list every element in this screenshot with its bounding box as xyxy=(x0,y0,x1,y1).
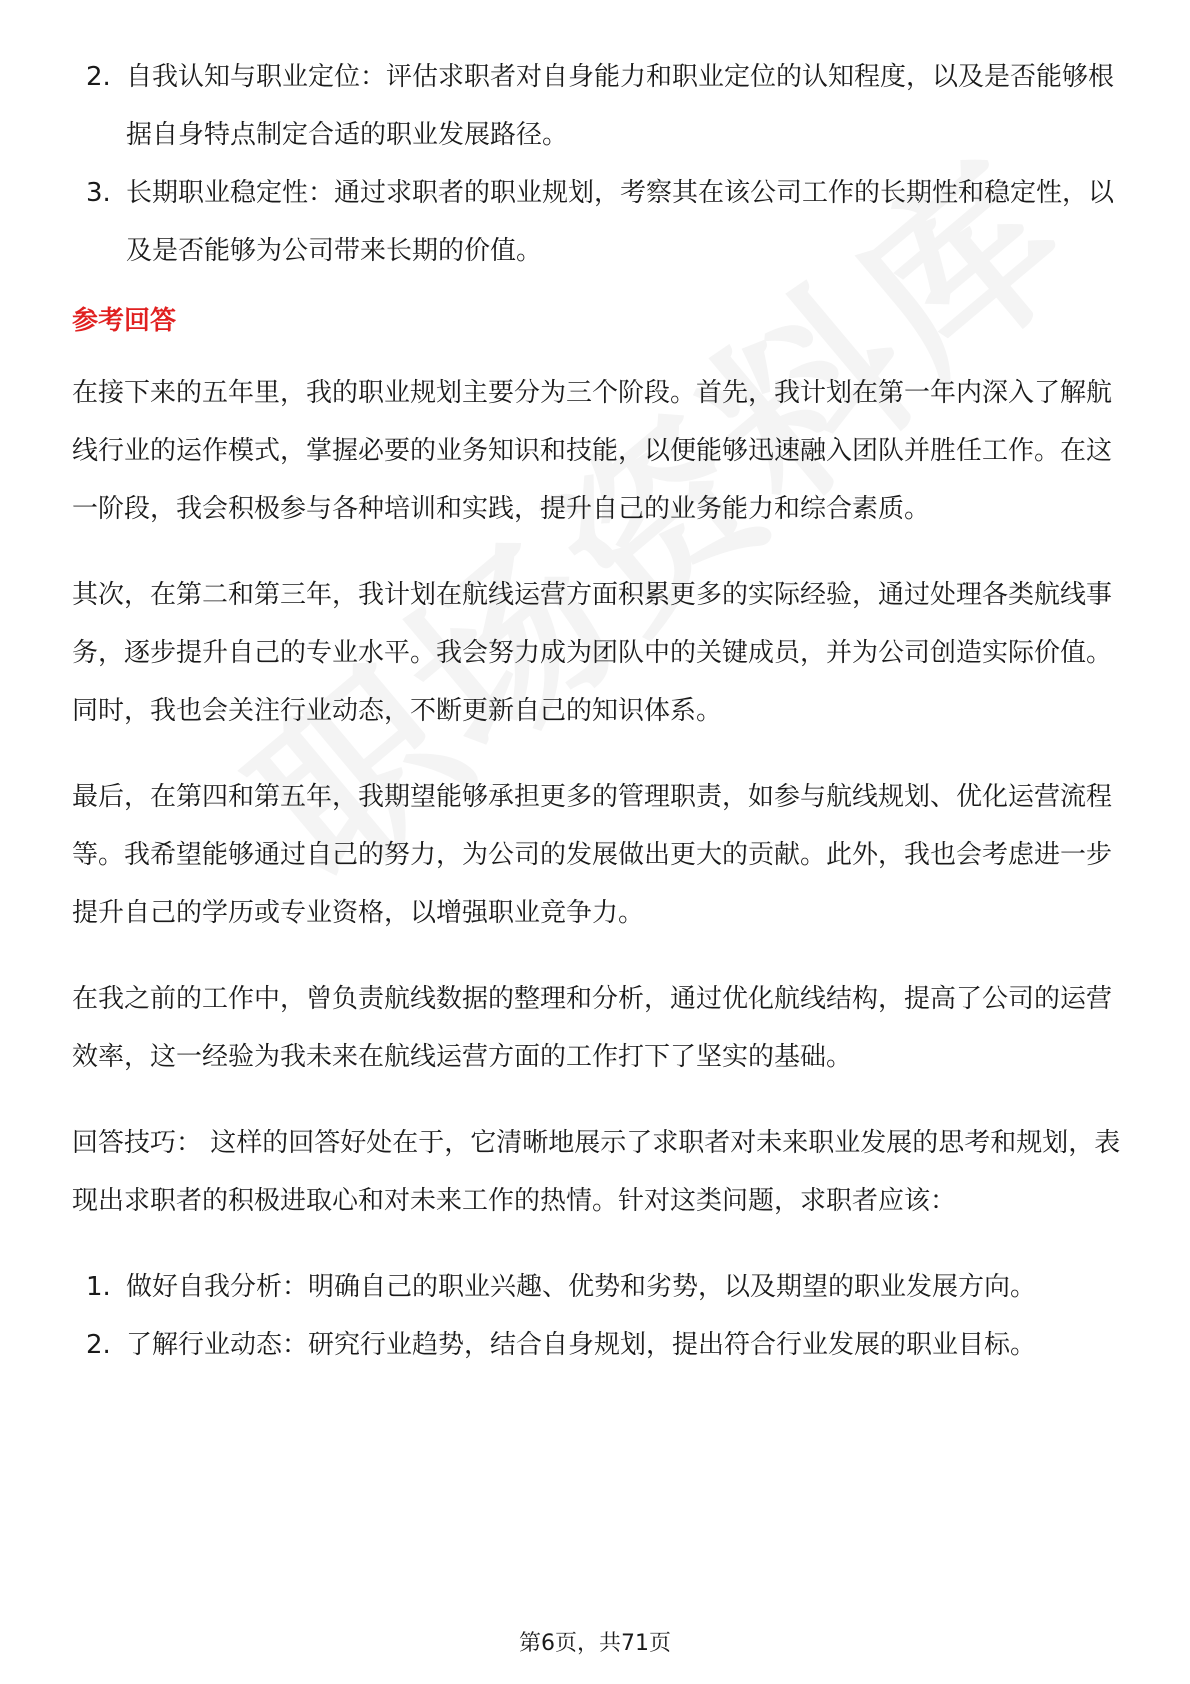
list-item xyxy=(72,1316,1122,1374)
paragraph: 在我之前的工作中，曾负责航线数据的整理和分析，通过优化航线结构，提高了公司的运营效率，这一经验为我未来在航线运营方面的工作打下了坚实的基础。 xyxy=(72,984,1113,1072)
list-item-number: 2. xyxy=(86,62,111,92)
list-item-text: 自我认知与职业定位：评估求职者对自身能力和职业定位的认知程度，以及是否能够根据自身特点制定合适的职业发展路径。 xyxy=(126,62,1115,150)
list-item-text: 了解行业动态：研究行业趋势，结合自身规划，提出符合行业发展的职业目标。 xyxy=(126,1330,1037,1360)
tips-paragraph: 回答技巧： 这样的回答好处在于，它清晰地展示了求职者对未来职业发展的思考和规划，表现出求职者的积极进取心和对未来工作的热情。针对这类问题，求职者应该： xyxy=(72,1128,1121,1216)
list-item xyxy=(72,164,1122,280)
list-item-number: 3. xyxy=(86,178,111,208)
list-item-number: 1. xyxy=(86,1272,111,1302)
page-footer: 第6页，共71页 xyxy=(519,1631,671,1656)
paragraph: 最后，在第四和第五年，我期望能够承担更多的管理职责，如参与航线规划、优化运营流程等。我希望能够通过自己的努力，为公司的发展做出更大的贡献。此外，我也会考虑进一步提升自己的学历或专业资格，以增强职业竞争力。 xyxy=(72,782,1113,928)
section-heading: 参考回答 xyxy=(72,306,177,336)
criteria-list xyxy=(72,48,1122,280)
list-item-text: 长期职业稳定性：通过求职者的职业规划，考察其在该公司工作的长期性和稳定性，以及是否能够为公司带来长期的价值。 xyxy=(126,178,1115,266)
paragraph: 在接下来的五年里，我的职业规划主要分为三个阶段。首先，我计划在第一年内深入了解航线行业的运作模式，掌握必要的业务知识和技能，以便能够迅速融入团队并胜任工作。在这一阶段，我会积极参与各种培训和实践，提升自己的业务能力和综合素质。 xyxy=(72,378,1113,524)
list-item-number: 2. xyxy=(86,1330,111,1360)
paragraph: 其次，在第二和第三年，我计划在航线运营方面积累更多的实际经验，通过处理各类航线事务，逐步提升自己的专业水平。我会努力成为团队中的关键成员，并为公司创造实际价值。同时，我也会关注行业动态，不断更新自己的知识体系。 xyxy=(72,580,1113,726)
list-item-text: 做好自我分析：明确自己的职业兴趣、优势和劣势，以及期望的职业发展方向。 xyxy=(126,1272,1037,1302)
list-item xyxy=(72,1258,1122,1316)
tips-list xyxy=(72,1258,1122,1374)
page-content xyxy=(72,48,1122,1374)
list-item xyxy=(72,48,1122,164)
